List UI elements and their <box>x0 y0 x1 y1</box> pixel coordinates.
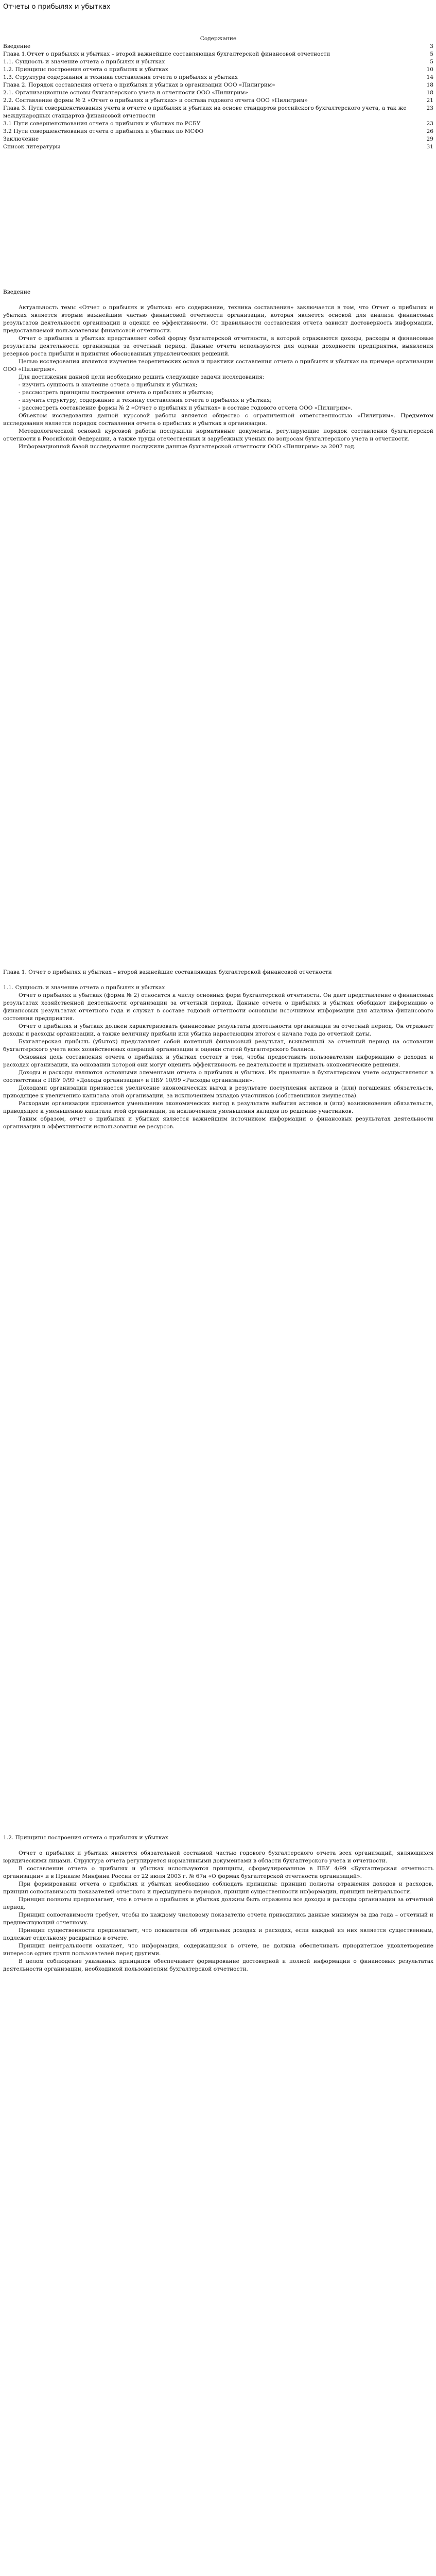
toc-item-page: 14 <box>426 74 433 80</box>
intro-paragraph: Актуальность темы «Отчет о прибылях и убытках: его содержание, техника составления» заключается в том, что Отчет о прибылях и убытках является вторым важнейшим частью финансовой отчетности организации, которая является основой для анализа финансовых результатов деятельности организации и оценки ее эффективности. От правильности составления отчета зависит достоверность информации, предоставляемой пользователям финансовой отчетности. <box>3 304 433 334</box>
toc-item-text: 1.1. Сущность и значение отчета о прибылях и убытках <box>3 59 165 65</box>
section-1-2-paragraph: Принцип полноты предполагает, что в отчете о прибылях и убытках должны быть отражены все доходы и расходы организации за отчетный период. <box>3 1896 433 1910</box>
toc-item-page: 5 <box>430 51 433 57</box>
toc-item-text: Введение <box>3 43 31 49</box>
toc-item <box>3 135 433 143</box>
intro-paragraph: Информационной базой исследования послужили данные бухгалтерской отчетности ООО «Пилигрим» за 2007 год. <box>19 444 356 450</box>
intro-paragraph: Объектом исследования данной курсовой работы является общество с ограниченной ответственностью «Пилигрим». Предметом исследования является порядок составления отчета о прибылях и убытках в организации. <box>3 413 433 427</box>
toc-item-text: Глава 3. Пути совершенствования учета в отчете о прибылях и убытках на основе стандартов российского бухгалтерского учета, а так же международных стандартов финансовой отчетности <box>3 105 407 119</box>
chapter-1-paragraph: Отчет о прибылях и убытках (форма № 2) относится к числу основных форм бухгалтерской отчетности. Он дает представление о финансовых результатах хозяйственной деятельности организации за отчетный период. Данные отчета о прибылях и убытках обобщают информацию о финансовых результатах отчетного года и служат в составе годовой отчетности основным источником информации для анализа финансового состояния предприятия. <box>3 992 433 1022</box>
toc-item <box>3 89 433 97</box>
intro-paragraph: Целью исследования является изучение теоретических основ и практики составления отчета о прибылях и убытках на примере организации ООО «Пилигрим». <box>3 359 433 372</box>
toc-item-text: 1.2. Принципы построения отчета о прибылях и убытках <box>3 66 168 73</box>
chapter-1-paragraph: Отчет о прибылях и убытках должен характеризовать финансовые результаты деятельности организации за отчетный период. Он отражает доходы и расходы организации, а также величину прибыли или убытка нарастающим итогом с начала года до отчетной даты. <box>3 1023 433 1037</box>
section-1-2-paragraph: При формировании отчета о прибылях и убытках необходимо соблюдать принципы: принцип полноты отражения доходов и расходов, принцип сопоставимости показателей отчетного и предыдущего периодов, принцип существенности информации, принцип нейтральности. <box>3 1881 433 1895</box>
intro-paragraph: Методологической основой курсовой работы послужили нормативные документы, регулирующие порядок составления бухгалтерской отчетности в Российской Федерации, а также труды отечественных и зарубежных ученых по вопросам бухгалтерского учета и отчетности. <box>3 428 433 442</box>
toc-item <box>3 81 433 89</box>
intro-paragraph: - изучить структуру, содержание и технику составления отчета о прибылях и убытках; <box>19 397 272 403</box>
section-1-2-paragraphs <box>3 1850 433 1973</box>
chapter-1-paragraph: Таким образом, отчет о прибылях и убытках является важнейшим источником информации о финансовых результатах деятельности организации и эффективности использования ее ресурсов. <box>3 1116 433 1130</box>
toc-item-page: 18 <box>426 90 433 96</box>
toc-item-text: Глава 2. Порядок составления отчета о прибылях и убытках в организации ООО «Пилигрим» <box>3 82 275 88</box>
toc-heading: Содержание <box>200 36 237 42</box>
toc-item <box>3 50 433 58</box>
toc-item-page: 29 <box>426 136 433 142</box>
toc-item-page: 26 <box>426 128 433 134</box>
chapter-1-paragraph: Основная цель составления отчета о прибылях и убытках состоит в том, чтобы предоставить пользователям информацию о доходах и расходах организации, на основании которой они могут оценить эффективность ее деятельности и принимать экономические решения. <box>3 1054 433 1068</box>
chapter-1-heading: Глава 1. Отчет о прибылях и убытках – второй важнейшие составляющая бухгалтерской финансовой отчетности <box>3 969 332 975</box>
section-1-2-paragraph: В составлении отчета о прибылях и убытках используются принципы, сформулированные в ПБУ 4/99 «Бухгалтерская отчетность организации» и в Приказе Минфина России от 22 июля 2003 г. № 67н «О формах бухгалтерской отчетности организаций». <box>3 1866 433 1879</box>
chapter-1-paragraph: Доходы и расходы являются основными элементами отчета о прибылях и убытках. Их признание в бухгалтерском учете осуществляется в соответствии с ПБУ 9/99 «Доходы организации» и ПБУ 10/99 «Расходы организации». <box>3 1070 433 1083</box>
section-1-1-heading: 1.1. Сущность и значение отчета о прибылях и убытках <box>3 985 165 991</box>
toc-item-page: 21 <box>426 97 433 104</box>
toc-item <box>3 143 433 151</box>
introduction-section <box>3 289 433 451</box>
toc-item-text: 2.2. Составление формы № 2 «Отчет о прибылях и убытках» и состава годового отчета ООО «Пилигрим» <box>3 97 308 104</box>
chapter-1-paragraph: Бухгалтерская прибыль (убыток) представляет собой конечный финансовый результат, выявленный за отчетный период на основании бухгалтерского учета всех хозяйственных операций организации и оценки статей бухгалтерского баланса. <box>3 1039 433 1053</box>
section-1-2-paragraph: Принцип сопоставимости требует, чтобы по каждому числовому показателю отчета приводились данные минимум за два года – отчетный и предшествующий отчетному. <box>3 1912 433 1926</box>
section-1-2-paragraph: Отчет о прибылях и убытках является обязательной составной частью годового бухгалтерского отчета всех организаций, являющихся юридическими лицами. Структура отчета регулируется нормативными документами в области бухгалтерского учета и отчетности. <box>3 1850 433 1864</box>
intro-heading: Введение <box>3 289 31 295</box>
intro-paragraph: Отчет о прибылях и убытках представляет собой форму бухгалтерской отчетности, в которой отражаются доходы, расходы и финансовые результаты деятельности организации за отчетный период. Данные отчета используются для оценки доходности предприятия, выявления резервов роста прибыли и принятия обоснованных управленческих решений. <box>3 335 433 357</box>
section-1-2-paragraph: Принцип нейтральности означает, что информация, содержащаяся в отчете, не должна обеспечивать приоритетное удовлетворение интересов одних групп пользователей перед другими. <box>3 1943 433 1957</box>
toc-item <box>3 58 433 66</box>
toc-list <box>3 43 433 151</box>
table-of-contents <box>3 35 433 151</box>
toc-item-page: 18 <box>426 82 433 88</box>
toc-item-page: 3 <box>430 43 433 49</box>
section-1-2-paragraph: Принцип существенности предполагает, что показатели об отдельных доходах и расходах, если каждый из них является существенным, подлежат отдельному раскрытию в отчете. <box>3 1927 433 1941</box>
toc-item <box>3 66 433 74</box>
toc-item-page: 31 <box>426 144 433 150</box>
chapter-1-paragraph: Расходами организации признается уменьшение экономических выгод в результате выбытия активов и (или) возникновения обязательств, приводящее к уменьшению капитала этой организации, за исключением уменьшения вкладов по решению участников. <box>3 1100 433 1114</box>
intro-paragraph: - рассмотреть составление формы № 2 «Отчет о прибылях и убытках» в составе годового отчета ООО «Пилигрим». <box>19 405 353 411</box>
toc-item <box>3 43 433 50</box>
toc-item-text: 3.2 Пути совершенствования отчета о прибылях и убытках по МСФО <box>3 128 204 134</box>
toc-item <box>3 74 433 81</box>
toc-item-page: 23 <box>426 105 433 111</box>
section-1-2 <box>3 1834 433 1973</box>
section-1-2-paragraph: В целом соблюдение указанных принципов обеспечивает формирование достоверной и полной информации о финансовых результатах деятельности организации, необходимой пользователям бухгалтерской отчетности. <box>3 1958 433 1972</box>
intro-paragraph: Для достижения данной цели необходимо решить следующие задачи исследования: <box>19 374 265 380</box>
toc-item-text: 2.1. Организационные основы бухгалтерского учета и отчетности ООО «Пилигрим» <box>3 90 249 96</box>
toc-item <box>3 120 433 128</box>
toc-item-page: 23 <box>426 121 433 127</box>
page-title: Отчеты о прибылях и убытках <box>3 3 111 11</box>
toc-item-page: 10 <box>426 66 433 73</box>
toc-item-page: 5 <box>430 59 433 65</box>
toc-item-text: Список литературы <box>3 144 60 150</box>
toc-item-text: Заключение <box>3 136 39 142</box>
chapter-1-paragraph: Доходами организации признается увеличение экономических выгод в результате поступления активов и (или) погашения обязательств, приводящее к увеличению капитала этой организации, за исключением вкладов участников (собственников имущества). <box>3 1085 433 1099</box>
toc-item <box>3 128 433 135</box>
intro-paragraphs <box>3 304 433 451</box>
chapter-1-section <box>3 969 433 1131</box>
toc-item-text: Глава 1.Отчет о прибылях и убытках – второй важнейшие составляющая бухгалтерской финансовой отчетности <box>3 51 330 57</box>
intro-paragraph: - изучить сущность и значение отчета о прибылях и убытках; <box>19 382 198 388</box>
section-1-2-heading: 1.2. Принципы построения отчета о прибылях и убытках <box>3 1835 168 1841</box>
intro-paragraph: - рассмотреть принципы построения отчета о прибылях и убытках; <box>19 389 214 396</box>
toc-item-text: 1.3. Структура содержания и техника составления отчета о прибылях и убытках <box>3 74 238 80</box>
toc-item-text: 3.1 Пути совершенствования отчета о прибылях и убытках по РСБУ <box>3 121 201 127</box>
chapter-1-paragraphs <box>3 992 433 1131</box>
toc-item <box>3 105 433 120</box>
toc-item <box>3 97 433 105</box>
